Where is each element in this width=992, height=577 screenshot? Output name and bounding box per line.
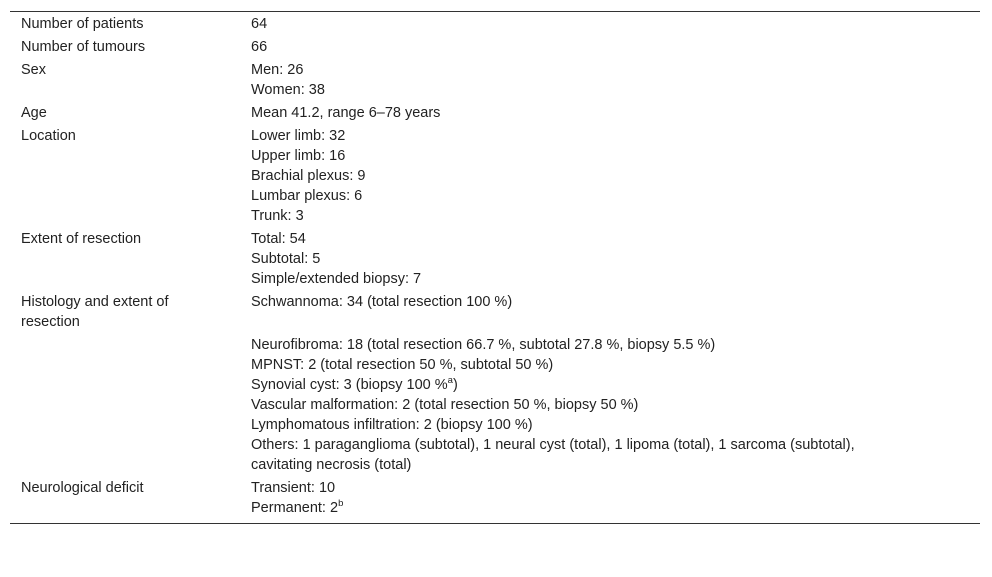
row-value-patients: 64	[251, 16, 268, 32]
histology-neurofibroma: Neurofibroma: 18 (total resection 66.7 %, subtotal 27.8 %, biopsy 5.5 %)	[251, 337, 716, 353]
location-trunk: Trunk: 3	[251, 208, 304, 224]
neuro-transient: Transient: 10	[251, 480, 336, 496]
row-label-tumours: Number of tumours	[21, 39, 146, 55]
neuro-permanent	[251, 498, 980, 518]
row-value-location	[251, 125, 980, 228]
row-value-sex	[251, 59, 980, 102]
permanent-text: Permanent: 2	[251, 500, 339, 516]
row-value-histology	[251, 291, 980, 477]
table-row	[10, 102, 980, 125]
row-label-resection: Extent of resection	[21, 231, 142, 247]
table-row	[10, 291, 980, 477]
footnote-a: a	[447, 375, 453, 386]
table-row	[10, 125, 980, 228]
synovial-close: )	[452, 377, 458, 393]
location-upper-limb: Upper limb: 16	[251, 148, 346, 164]
resection-subtotal: Subtotal: 5	[251, 251, 321, 267]
location-lower-limb: Lower limb: 32	[251, 128, 346, 144]
clinical-summary-table-wrapper	[10, 11, 980, 524]
histology-others-line1: Others: 1 paraganglioma (subtotal), 1 neural cyst (total), 1 lipoma (total), 1 sarcoma (subtotal),	[251, 437, 855, 453]
synovial-text: Synovial cyst: 3 (biopsy 100 %	[251, 377, 448, 393]
resection-total: Total: 54	[251, 231, 306, 247]
table-row	[10, 477, 980, 523]
table-row	[10, 228, 980, 291]
sex-women: Women: 38	[251, 82, 325, 98]
table-row	[10, 59, 980, 102]
row-label-age: Age	[21, 105, 47, 121]
histology-label-line2: resection	[21, 314, 80, 330]
histology-mpnst: MPNST: 2 (total resection 50 %, subtotal 50 %)	[251, 357, 554, 373]
histology-others-line2: cavitating necrosis (total)	[251, 457, 412, 473]
row-value-tumours: 66	[251, 39, 268, 55]
histology-synovial-cyst	[251, 375, 980, 395]
row-label-sex: Sex	[21, 62, 46, 78]
resection-biopsy: Simple/extended biopsy: 7	[251, 271, 422, 287]
row-value-neuro	[251, 477, 980, 523]
row-value-resection	[251, 228, 980, 291]
histology-lymphomatous: Lymphomatous infiltration: 2 (biopsy 100 %)	[251, 417, 533, 433]
table-row	[10, 36, 980, 59]
footnote-b: b	[338, 498, 344, 509]
clinical-summary-table	[10, 12, 980, 523]
sex-men: Men: 26	[251, 62, 304, 78]
histology-schwannoma: Schwannoma: 34 (total resection 100 %)	[251, 294, 513, 310]
location-lumbar-plexus: Lumbar plexus: 6	[251, 188, 363, 204]
table-row	[10, 12, 980, 36]
histology-label-line1: Histology and extent of	[21, 294, 169, 310]
row-label-patients: Number of patients	[21, 16, 144, 32]
row-label-histology	[10, 291, 251, 477]
histology-vascular: Vascular malformation: 2 (total resection 50 %, biopsy 50 %)	[251, 397, 639, 413]
location-brachial-plexus: Brachial plexus: 9	[251, 168, 366, 184]
row-label-neuro: Neurological deficit	[21, 480, 144, 496]
row-value-age: Mean 41.2, range 6–78 years	[251, 105, 441, 121]
row-label-location: Location	[21, 128, 76, 144]
